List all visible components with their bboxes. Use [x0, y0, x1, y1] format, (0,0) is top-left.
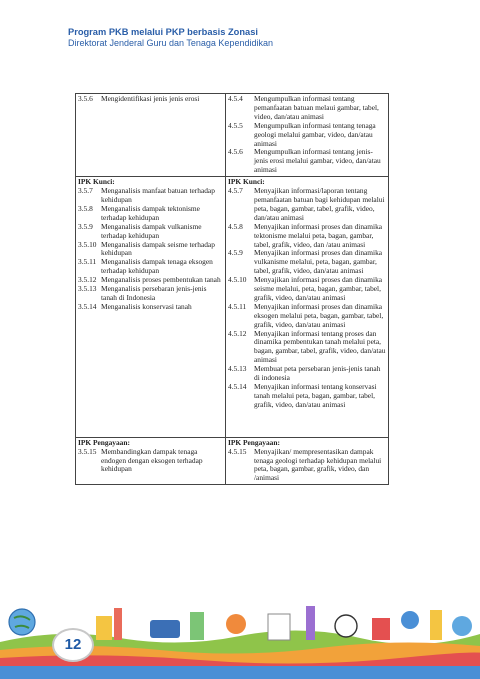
item-number: 4.5.14 — [228, 382, 247, 391]
item-text: Menganalisis proses pembentukan tanah — [101, 275, 221, 285]
clock-icon — [452, 616, 472, 636]
section-heading: IPK Kunci: — [78, 177, 115, 187]
list-item — [228, 303, 386, 330]
item-text: Menyajikan informasi proses dan dinamika eksogen melalui peta, bagan, gambar, tabel, grafik, video, dan/atau animasi — [254, 301, 384, 329]
pencil-icon — [114, 608, 122, 640]
list-item — [78, 241, 223, 259]
item-number: 4.5.7 — [228, 186, 243, 196]
item-number: 4.5.5 — [228, 120, 243, 130]
ruler-icon — [190, 612, 204, 640]
item-text: Menyajikan informasi tentang konservasi tanah melalui peta, bagan, gambar, tabel, grafik, video, dan/atau animasi — [254, 382, 377, 409]
table-row — [76, 94, 389, 177]
globe-icon — [9, 609, 35, 635]
item-text: Menyajikan informasi proses dan dinamika tektonisme melalui peta, bagan, gambar, tabel, grafik, video, dan /atau animasi — [254, 221, 383, 249]
list-item — [78, 303, 223, 312]
item-text: Membandingkan dampak tenaga endogen dengan eksogen terhadap kehidupan — [101, 446, 203, 474]
program-title: Program PKB melalui PKP berbasis Zonasi — [68, 27, 258, 37]
list-item — [228, 383, 386, 410]
item-number: 4.5.12 — [228, 328, 247, 338]
item-text: Menganalisis dampak vulkanisme terhadap kehidupan — [101, 221, 202, 240]
table-row — [76, 437, 389, 485]
item-number: 3.5.14 — [78, 301, 97, 311]
item-number: 3.5.8 — [78, 203, 93, 213]
item-number: 4.5.10 — [228, 275, 247, 285]
kunci-left-cell — [76, 177, 226, 438]
crayon-icon — [430, 610, 442, 640]
list-item — [228, 122, 386, 149]
item-number: 4.5.8 — [228, 221, 243, 231]
paint-icon — [372, 618, 390, 640]
pengayaan-left-cell — [76, 437, 226, 485]
item-text: Menganalisis persebaran jenis-jenis tanah di Indonesia — [101, 284, 207, 302]
item-number: 4.5.15 — [228, 446, 247, 456]
item-text: Mengumpulkan informasi tentang pemanfaatan batuan melaui gambar, tabel, video, dan/atau animasi — [254, 94, 379, 121]
list-item — [228, 95, 386, 122]
item-text: Membuat peta persebaran jenis-jenis tanah di indonesia — [254, 364, 381, 383]
item-number: 3.5.9 — [78, 221, 93, 231]
list-item — [228, 187, 386, 223]
item-number: 3.5.7 — [78, 186, 93, 196]
item-number: 3.5.6 — [78, 94, 93, 103]
table-row — [76, 177, 389, 438]
item-text: Menyajikan informasi proses dan dinamika seisme melalui, peta, bagan, gambar, tabel, grafik, video, dan/atau animasi — [254, 275, 383, 302]
list-item — [228, 276, 386, 303]
item-number: 4.5.13 — [228, 364, 247, 374]
brush-icon — [306, 606, 315, 640]
item-number: 3.5.13 — [78, 284, 97, 294]
item-number: 4.5.4 — [228, 94, 243, 103]
list-item — [228, 223, 386, 250]
item-number: 3.5.15 — [78, 446, 97, 456]
section-heading: IPK Kunci: — [228, 177, 265, 187]
item-text: Menyajikan informasi/laporan tentang pemanfaatan batuan bagi kehidupan melalui peta, bagan, gambar, tabel, grafik, video, dan/atau animasi — [254, 186, 385, 222]
list-item — [78, 258, 223, 276]
laptop-icon — [150, 620, 180, 638]
top-right-cell — [226, 94, 389, 177]
list-item — [78, 285, 223, 303]
list-item — [228, 448, 386, 484]
item-number: 4.5.9 — [228, 248, 243, 258]
page-number: 12 — [52, 628, 94, 662]
item-number: 3.5.10 — [78, 239, 97, 249]
item-number: 3.5.11 — [78, 257, 97, 267]
item-number: 3.5.12 — [78, 275, 97, 285]
kunci-right-cell — [226, 177, 389, 438]
soccer-ball-icon — [335, 615, 357, 637]
item-text: Mengidentifikasi jenis jenis erosi — [101, 94, 200, 103]
list-item — [78, 448, 223, 475]
item-text: Menganalisis dampak tenaga eksogen terhadap kehidupan — [101, 257, 213, 276]
list-item — [228, 249, 386, 276]
book-icon — [96, 616, 112, 640]
top-left-cell — [76, 94, 226, 177]
calculator-icon — [226, 614, 246, 634]
item-number: 4.5.11 — [228, 301, 247, 311]
item-text: Mengumpulkan informasi tentang tenaga geologi melalui gambar, video, dan/atau animasi — [254, 120, 376, 148]
list-item — [78, 223, 223, 241]
item-text: Menganalisis manfaat batuan terhadap kehidupan — [101, 186, 215, 204]
item-text: Menganalisis dampak tektonisme terhadap kehidupan — [101, 203, 200, 222]
list-item — [228, 330, 386, 366]
list-item — [228, 148, 386, 175]
list-item — [78, 205, 223, 223]
pengayaan-right-cell — [226, 437, 389, 485]
item-number: 4.5.6 — [228, 147, 243, 157]
item-text: Menganalisis dampak seisme terhadap kehidupan — [101, 239, 215, 258]
item-text: Mengumpulkan informasi tentang jenis-jenis erosi melalui gambar, video, dan/atau animasi — [254, 147, 381, 175]
item-text: Menyajikan informasi tentang proses dan dinamika pembentukan tanah melalui peta, bagan, gambar, tabel, grafik, video, dan/atau animasi — [254, 328, 386, 365]
list-item — [78, 187, 223, 205]
document-header — [68, 27, 273, 49]
section-heading: IPK Pengayaan: — [228, 437, 280, 447]
directorate-title: Direktorat Jenderal Guru dan Tenaga Kependidikan — [68, 38, 273, 48]
item-text: Menyajikan informasi proses dan dinamika vulkanisme melalui, peta, bagan, gambar, tabel, grafik, video, dan/atau animasi — [254, 248, 383, 276]
notebook-icon — [268, 614, 290, 640]
ipk-table — [75, 93, 389, 485]
list-item — [228, 365, 386, 383]
microscope-icon — [401, 611, 419, 629]
item-text: Menyajikan/ mempresentasikan dampak tenaga geologi terhadap kehidupan melalui peta, bagan, gambar, grafik, video, dan /animasi — [254, 446, 382, 483]
item-text: Menganalisis konservasi tanah — [101, 301, 192, 311]
list-item — [78, 95, 223, 104]
section-heading: IPK Pengayaan: — [78, 437, 130, 447]
